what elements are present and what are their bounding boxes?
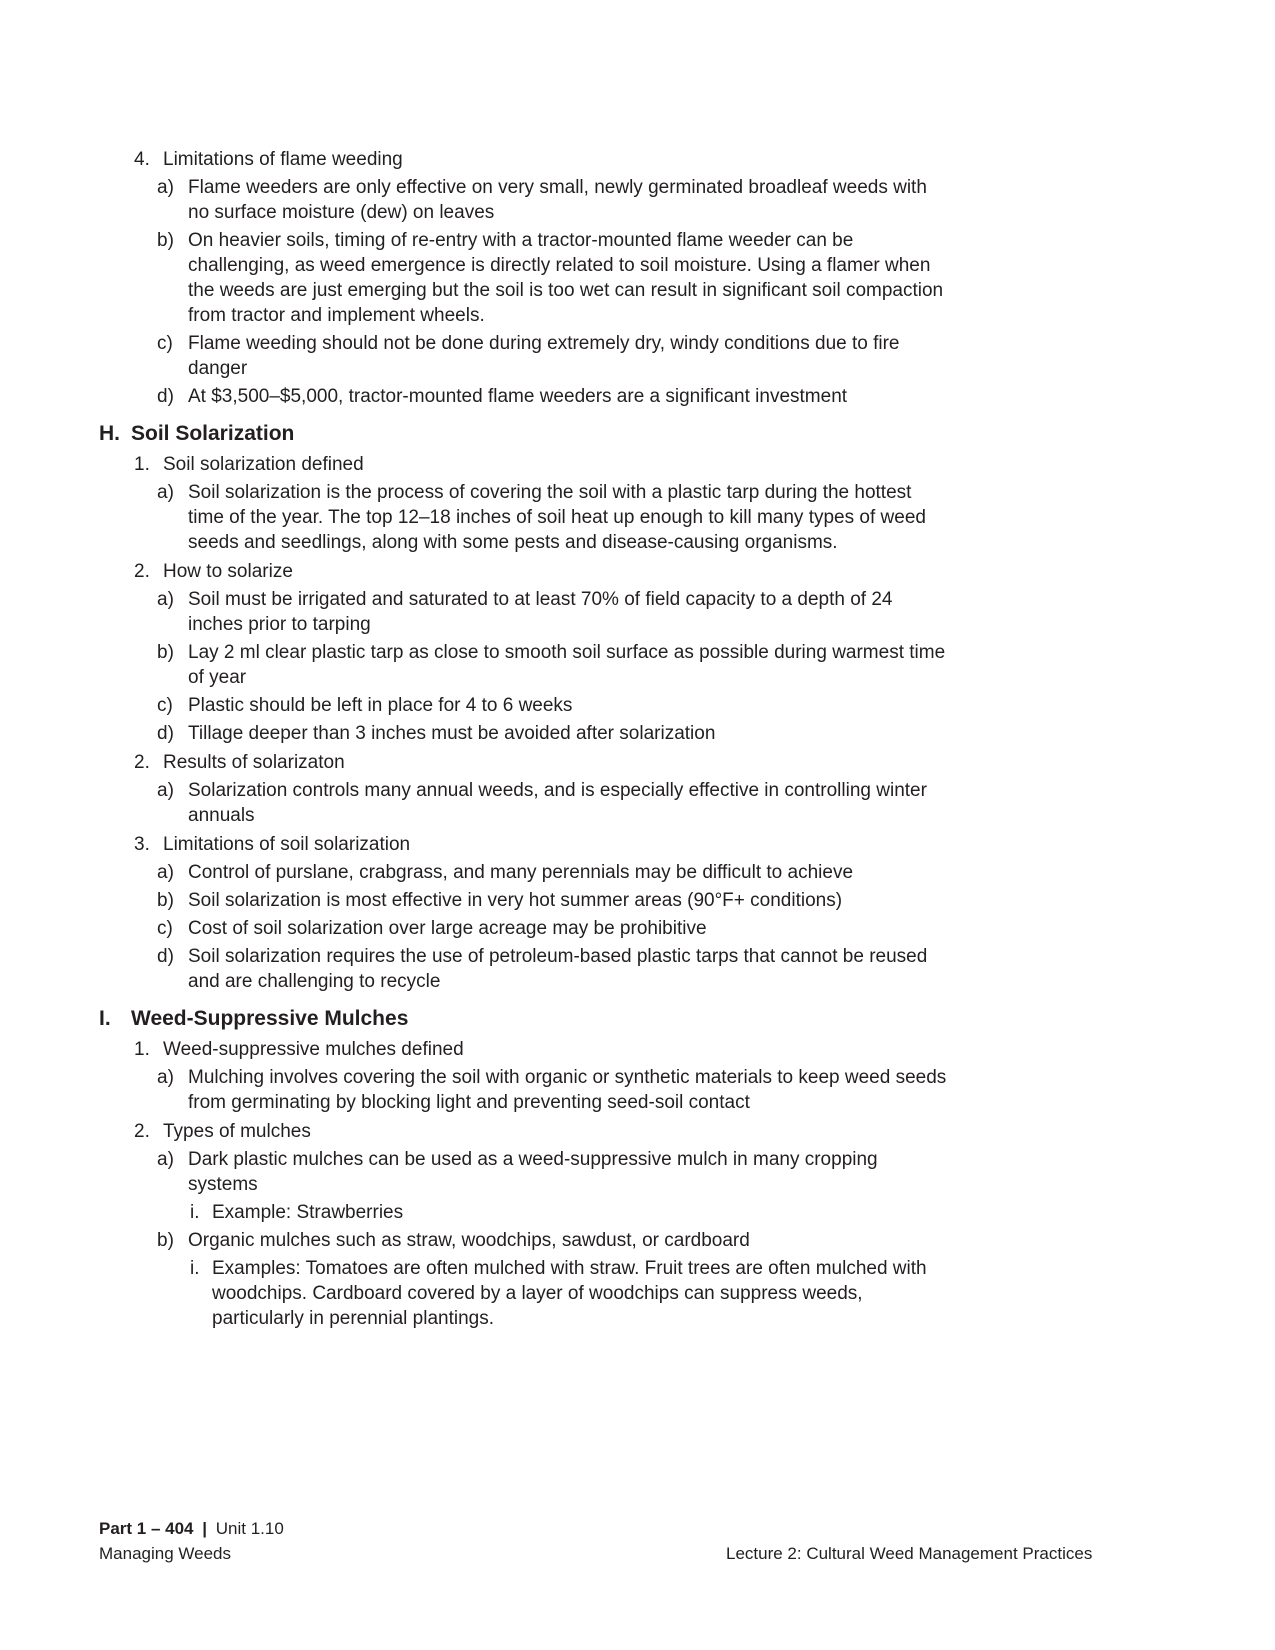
outline-subitem-number: a) bbox=[157, 780, 174, 801]
outline-subitem-number: d) bbox=[157, 386, 174, 407]
outline-subitem bbox=[0, 480, 948, 555]
outline-subitem-text: On heavier soils, timing of re-entry with a tractor-mounted flame weeder can be challenging, as weed emergence is directly related to soil moisture. Using a flamer when the weeds are just emerging but the soil is too wet can result in significant soil compaction from tractor and implement wheels. bbox=[188, 230, 944, 326]
footer-unit-title: Managing Weeds bbox=[99, 1544, 231, 1563]
outline-subitem bbox=[0, 1228, 948, 1253]
outline-item-text: Results of solarizaton bbox=[163, 752, 345, 773]
outline-item-text: Types of mulches bbox=[163, 1121, 311, 1142]
outline-item bbox=[0, 147, 1275, 172]
outline-subitem-number: a) bbox=[157, 482, 174, 503]
outline-item bbox=[0, 1119, 1275, 1144]
outline-subitem-text: Flame weeding should not be done during extremely dry, windy conditions due to fire danger bbox=[188, 333, 900, 379]
outline-subitem bbox=[0, 384, 948, 409]
section-heading-number: I. bbox=[99, 1007, 111, 1030]
outline-item bbox=[0, 832, 1275, 857]
outline-subitem-text: Solarization controls many annual weeds, and is especially effective in controlling winter annuals bbox=[188, 780, 927, 826]
outline-item-number: 2. bbox=[134, 561, 150, 582]
section-heading-text: Weed-Suppressive Mulches bbox=[131, 1007, 409, 1030]
outline-subitem bbox=[0, 860, 948, 885]
outline-subitem-text: Cost of soil solarization over large acreage may be prohibitive bbox=[188, 918, 707, 939]
outline-subitem-number: a) bbox=[157, 1067, 174, 1088]
outline-subsubitem-text: Example: Strawberries bbox=[212, 1202, 404, 1223]
outline-subitem bbox=[0, 175, 948, 225]
outline-item-text: How to solarize bbox=[163, 561, 293, 582]
outline-subitem-number: c) bbox=[157, 918, 173, 939]
outline-item bbox=[0, 559, 1275, 584]
footer-left bbox=[99, 1516, 284, 1566]
outline-item-text: Soil solarization defined bbox=[163, 454, 364, 475]
outline-subitem bbox=[0, 693, 948, 718]
outline-subsubitem-number: i. bbox=[190, 1258, 200, 1279]
outline-item-text: Limitations of soil solarization bbox=[163, 834, 411, 855]
outline-subitem-number: b) bbox=[157, 890, 174, 911]
footer-part: Part 1 – 404 bbox=[99, 1519, 194, 1538]
outline-subitem bbox=[0, 888, 948, 913]
outline-subitem bbox=[0, 587, 948, 637]
outline-subitem bbox=[0, 944, 948, 994]
section-heading-number: H. bbox=[99, 422, 120, 445]
outline-subsubitem bbox=[0, 1256, 932, 1331]
outline-subitem-text: Tillage deeper than 3 inches must be avoided after solarization bbox=[188, 723, 716, 744]
outline-item-number: 2. bbox=[134, 1121, 150, 1142]
outline-item-number: 3. bbox=[134, 834, 150, 855]
outline-subitem-number: a) bbox=[157, 177, 174, 198]
outline-subitem-text: Organic mulches such as straw, woodchips, sawdust, or cardboard bbox=[188, 1230, 750, 1251]
outline-subitem-text: Control of purslane, crabgrass, and many perennials may be difficult to achieve bbox=[188, 862, 854, 883]
outline-subitem-number: d) bbox=[157, 723, 174, 744]
outline-subitem bbox=[0, 916, 948, 941]
section-heading bbox=[0, 1005, 1275, 1033]
outline-subitem-text: At $3,500–$5,000, tractor-mounted flame weeders are a significant investment bbox=[188, 386, 848, 407]
outline-subitem bbox=[0, 1147, 948, 1197]
outline-item-text: Limitations of flame weeding bbox=[163, 149, 403, 170]
outline-subsubitem-text: Examples: Tomatoes are often mulched with straw. Fruit trees are often mulched with woodchips. Cardboard covered by a layer of woodchips can suppress weeds, particularly in perennial plantings. bbox=[212, 1258, 927, 1329]
outline-subitem-text: Soil solarization is the process of covering the soil with a plastic tarp during the hottest time of the year. The top 12–18 inches of soil heat up enough to kill many types of weed seeds and seedlings, along with some pests and disease-causing organisms. bbox=[188, 482, 926, 553]
section-heading bbox=[0, 420, 1275, 448]
outline-subitem-text: Mulching involves covering the soil with organic or synthetic materials to keep weed seeds from germinating by blocking light and preventing seed-soil contact bbox=[188, 1067, 947, 1113]
outline-item bbox=[0, 1037, 1275, 1062]
outline-subitem-text: Soil solarization is most effective in very hot summer areas (90°F+ conditions) bbox=[188, 890, 843, 911]
outline-subitem-number: a) bbox=[157, 862, 174, 883]
outline-subitem-text: Flame weeders are only effective on very small, newly germinated broadleaf weeds with no surface moisture (dew) on leaves bbox=[188, 177, 927, 223]
footer-unit: Unit 1.10 bbox=[215, 1519, 284, 1538]
outline-subitem-number: b) bbox=[157, 230, 174, 251]
outline-subitem bbox=[0, 331, 948, 381]
outline-subitem-number: b) bbox=[157, 1230, 174, 1251]
outline-subitem-number: d) bbox=[157, 946, 174, 967]
footer-separator: | bbox=[202, 1519, 208, 1538]
section-heading-text: Soil Solarization bbox=[131, 422, 295, 445]
outline-subitem-number: c) bbox=[157, 695, 173, 716]
outline-subitem bbox=[0, 1065, 948, 1115]
outline-subitem bbox=[0, 721, 948, 746]
outline-item-text: Weed-suppressive mulches defined bbox=[163, 1039, 464, 1060]
footer-lecture: Lecture 2: Cultural Weed Management Practices bbox=[726, 1544, 1093, 1563]
outline-subsubitem-number: i. bbox=[190, 1202, 200, 1223]
outline-subitem bbox=[0, 778, 948, 828]
outline-item bbox=[0, 750, 1275, 775]
outline-subitem bbox=[0, 640, 948, 690]
outline-subitem-text: Soil solarization requires the use of petroleum-based plastic tarps that cannot be reused and are challenging to recycle bbox=[188, 946, 928, 992]
outline-subitem-text: Dark plastic mulches can be used as a weed-suppressive mulch in many cropping systems bbox=[188, 1149, 878, 1195]
outline-subitem-number: a) bbox=[157, 589, 174, 610]
outline-subitem-number: a) bbox=[157, 1149, 174, 1170]
outline-item-number: 1. bbox=[134, 1039, 150, 1060]
outline-subitem-number: b) bbox=[157, 642, 174, 663]
outline-subitem-text: Lay 2 ml clear plastic tarp as close to smooth soil surface as possible during warmest time of year bbox=[188, 642, 946, 688]
outline-item bbox=[0, 452, 1275, 477]
outline-subitem-text: Soil must be irrigated and saturated to at least 70% of field capacity to a depth of 24 inches prior to tarping bbox=[188, 589, 893, 635]
outline-item-number: 4. bbox=[134, 149, 150, 170]
outline-item-number: 1. bbox=[134, 454, 150, 475]
outline-subitem-text: Plastic should be left in place for 4 to 6 weeks bbox=[188, 695, 573, 716]
outline-subsubitem bbox=[0, 1200, 932, 1225]
outline-content bbox=[0, 143, 1275, 1331]
outline-item-number: 2. bbox=[134, 752, 150, 773]
outline-subitem-number: c) bbox=[157, 333, 173, 354]
outline-subitem bbox=[0, 228, 948, 328]
